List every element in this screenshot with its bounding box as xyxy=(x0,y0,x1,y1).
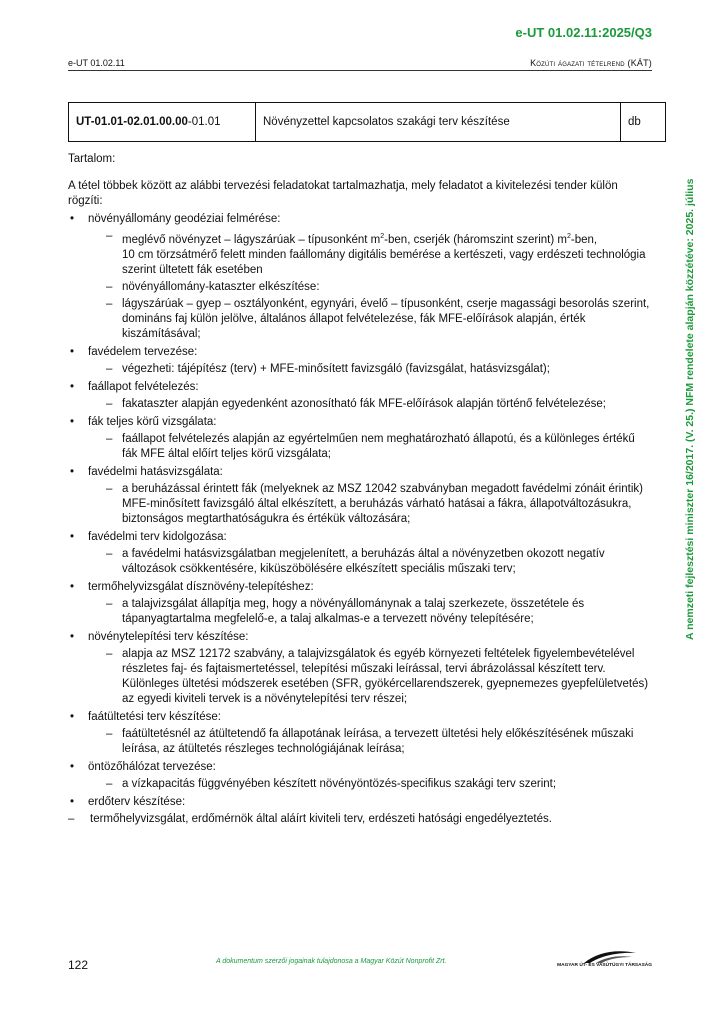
list-item-label: növényállomány geodéziai felmérése: xyxy=(88,213,281,225)
dash-marker: – xyxy=(106,482,113,495)
dash-marker: – xyxy=(106,362,113,375)
society-logo xyxy=(552,948,652,974)
list-item xyxy=(68,345,652,377)
running-header xyxy=(68,58,652,71)
list-item-label: faállapot felvételezés: xyxy=(88,380,199,393)
bullet-marker: • xyxy=(70,760,75,773)
sub-item-text: a vízkapacitás függvényében készített növényöntözés-specifikus szakági terv szerint; xyxy=(122,777,557,790)
list-item xyxy=(68,380,652,412)
dash-marker: – xyxy=(106,297,113,310)
logo-text: MAGYAR ÚT- ÉS VASÚTÜGYI TÁRSASÁG xyxy=(557,963,652,968)
sub-item-text-a: meglévő növényzet – lágyszárúak – típusonként m xyxy=(122,233,381,246)
sub-item xyxy=(88,397,652,412)
bullet-marker: • xyxy=(70,630,75,643)
bullet-marker: • xyxy=(70,345,75,358)
list-item xyxy=(68,795,652,810)
list-item-label: faátültetési terv készítése: xyxy=(88,710,221,723)
list-item-label: növénytelepítési terv készítése: xyxy=(88,630,249,643)
list-item xyxy=(68,530,652,577)
sub-item-text: végezheti: tájépítész (terv) + MFE-minősített favizsgáló (favizsgálat, hatásvizsgálat); xyxy=(122,362,550,375)
list-item xyxy=(68,760,652,792)
superscript: 2 xyxy=(566,233,571,240)
sub-item xyxy=(88,777,652,792)
header-right: Közúti ágazati tételrend (KÁT) xyxy=(530,58,652,68)
publication-side-note: A nemzeti fejlesztési miniszter 16/2017. (V. 25.) NFM rendelete alapján közzétéve: 2025. július xyxy=(684,178,696,640)
copyright-notice: A dokumentum szerzői jogainak tulajdonosa a Magyar Közút Nonprofit Zrt. xyxy=(216,958,447,965)
list-item-label: favédelem tervezése: xyxy=(88,345,198,358)
document-code: e-UT 01.02.11:2025/Q3 xyxy=(515,25,652,40)
dash-marker: – xyxy=(106,230,113,242)
task-list xyxy=(68,212,652,810)
bullet-marker: • xyxy=(70,380,75,393)
list-item-label: fák teljes körű vizsgálata: xyxy=(88,415,217,428)
list-item-label: termőhelyvizsgálat dísznövény-telepítéshez: xyxy=(88,580,314,593)
superscript: 2 xyxy=(380,233,385,240)
list-item xyxy=(68,710,652,757)
sub-item xyxy=(88,547,652,577)
dash-marker: – xyxy=(106,597,113,610)
sub-item xyxy=(88,229,652,278)
dash-marker: – xyxy=(106,727,113,740)
item-code-main: UT-01.01-02.01.00.00 xyxy=(76,116,188,128)
sub-item xyxy=(88,647,652,707)
item-code-suffix: -01.01 xyxy=(187,116,221,128)
list-item-label: favédelmi hatásvizsgálata: xyxy=(88,465,223,478)
content-intro: A tétel többek között az alábbi tervezési feladatokat tartalmazhatja, mely feladatot a kivitelezési tender külön rögzíti: xyxy=(68,180,618,207)
list-item xyxy=(68,212,652,342)
sub-item-text: a talajvizsgálat állapítja meg, hogy a növényállománynak a talaj szerkezete, összetétele és tápanyagtartalma megfelelő-e, a talaj alkalmas-e a tervezett növény telepítésére; xyxy=(122,597,585,625)
sub-item-text: a favédelmi hatásvizsgálatban megjelenített, a beruházás által a növényzetben okozott negatív változások csökkentésére, kiküszöbölésére elkészített speciális műszaki terv; xyxy=(122,547,605,575)
header-left: e-UT 01.02.11 xyxy=(68,58,125,68)
list-item xyxy=(68,465,652,527)
sub-item-text-c: -ben, xyxy=(570,233,598,246)
dash-marker: – xyxy=(106,777,113,790)
sub-item-text: növényállomány-kataszter elkészítése: xyxy=(122,280,320,293)
sub-item-text-b: -ben, cserjék (háromszint szerint) m xyxy=(384,233,567,246)
bullet-marker: • xyxy=(70,580,75,593)
dash-marker: – xyxy=(106,432,113,445)
list-item-label: öntözőhálózat tervezése: xyxy=(88,760,216,773)
sub-item-text: faátültetésnél az átültetendő fa állapotának leírása, a tervezett ültetési hely előkészítésének műszaki leírása, az átültetés részleges technológiájának leírása; xyxy=(122,727,634,755)
page-footer xyxy=(68,948,652,978)
dash-marker: – xyxy=(68,812,75,825)
sub-item xyxy=(88,280,652,295)
item-unit: db xyxy=(621,103,666,142)
bullet-marker: • xyxy=(70,465,75,478)
item-row xyxy=(69,103,666,142)
sub-item-text: faállapot felvételezés alapján az egyértelműen nem meghatározható állapotú, és a különleges értékű fák MFE által előírt teljes körű vizsgálata; xyxy=(122,432,635,460)
sub-item-text-d: 10 cm törzsátmérő felett minden faállomány digitális bemérése a kertészeti, vagy erdészeti technológia szerint ültetett fák esetében xyxy=(122,248,646,276)
bullet-marker: • xyxy=(70,213,75,225)
sub-item xyxy=(88,727,652,757)
sub-item-text: a beruházással érintett fák (melyeknek az MSZ 12042 szabványban megadott favédelmi zónáit érintik) MFE-minősített favizsgáló által elkészített, a beruházás várható hatásai a fákra, állapotváltozásukra, biztonságos megtarthatóságukra és értékük változására; xyxy=(122,482,643,525)
dash-marker: – xyxy=(106,547,113,560)
sub-item xyxy=(88,297,652,342)
item-table xyxy=(68,102,666,142)
bullet-marker: • xyxy=(70,795,75,808)
sub-item xyxy=(88,482,652,527)
content-heading: Tartalom: xyxy=(68,153,116,165)
dash-marker: – xyxy=(106,280,113,293)
bullet-marker: • xyxy=(70,530,75,543)
list-item xyxy=(68,630,652,707)
list-item xyxy=(68,415,652,462)
sub-item xyxy=(88,597,652,627)
list-item-label: favédelmi terv kidolgozása: xyxy=(88,530,227,543)
bullet-marker: • xyxy=(70,415,75,428)
item-title: Növényzettel kapcsolatos szakági terv készítése xyxy=(256,103,621,142)
sub-item-text: fakataszter alapján egyedenként azonosítható fák MFE-előírások alapján történő felvételezése; xyxy=(122,397,606,410)
list-item-label: erdőterv készítése: xyxy=(88,795,186,808)
item-code xyxy=(69,103,256,142)
road-swoosh-icon xyxy=(582,948,638,964)
sub-item xyxy=(88,362,652,377)
dash-marker: – xyxy=(106,397,113,410)
sub-item-text: lágyszárúak – gyep – osztályonként, egynyári, évelő – típusonként, cserje magassági besorolás szerint, domináns faj külön jelölve, általános állapot felvételezése, fák MFE-előírások alapján, érték kiszámításával; xyxy=(122,297,650,340)
list-item xyxy=(68,580,652,627)
page-number: 122 xyxy=(68,958,89,972)
sub-item-text: termőhelyvizsgálat, erdőmérnök által aláírt kiviteli terv, erdészeti hatósági engedélyeztetés. xyxy=(90,812,552,825)
sub-item-text: alapja az MSZ 12172 szabvány, a talajvizsgálatok és egyéb környezeti feltételek figyelembevételével részletes faj- és fajtaismertetéssel, telepítési műszaki leírással, tervi ábrázolással készített terv. Különleges ültetési módszerek esetében (SFR, gyökércellarendszerek, gyepnemezes gyepfelületvetés) az egyedi kiviteli tervek is a növénytelepítési terv részei; xyxy=(122,647,649,705)
dash-marker: – xyxy=(106,647,113,660)
sub-item xyxy=(88,432,652,462)
sub-item xyxy=(68,812,652,827)
bullet-marker: • xyxy=(70,710,75,723)
content-body xyxy=(68,152,652,827)
